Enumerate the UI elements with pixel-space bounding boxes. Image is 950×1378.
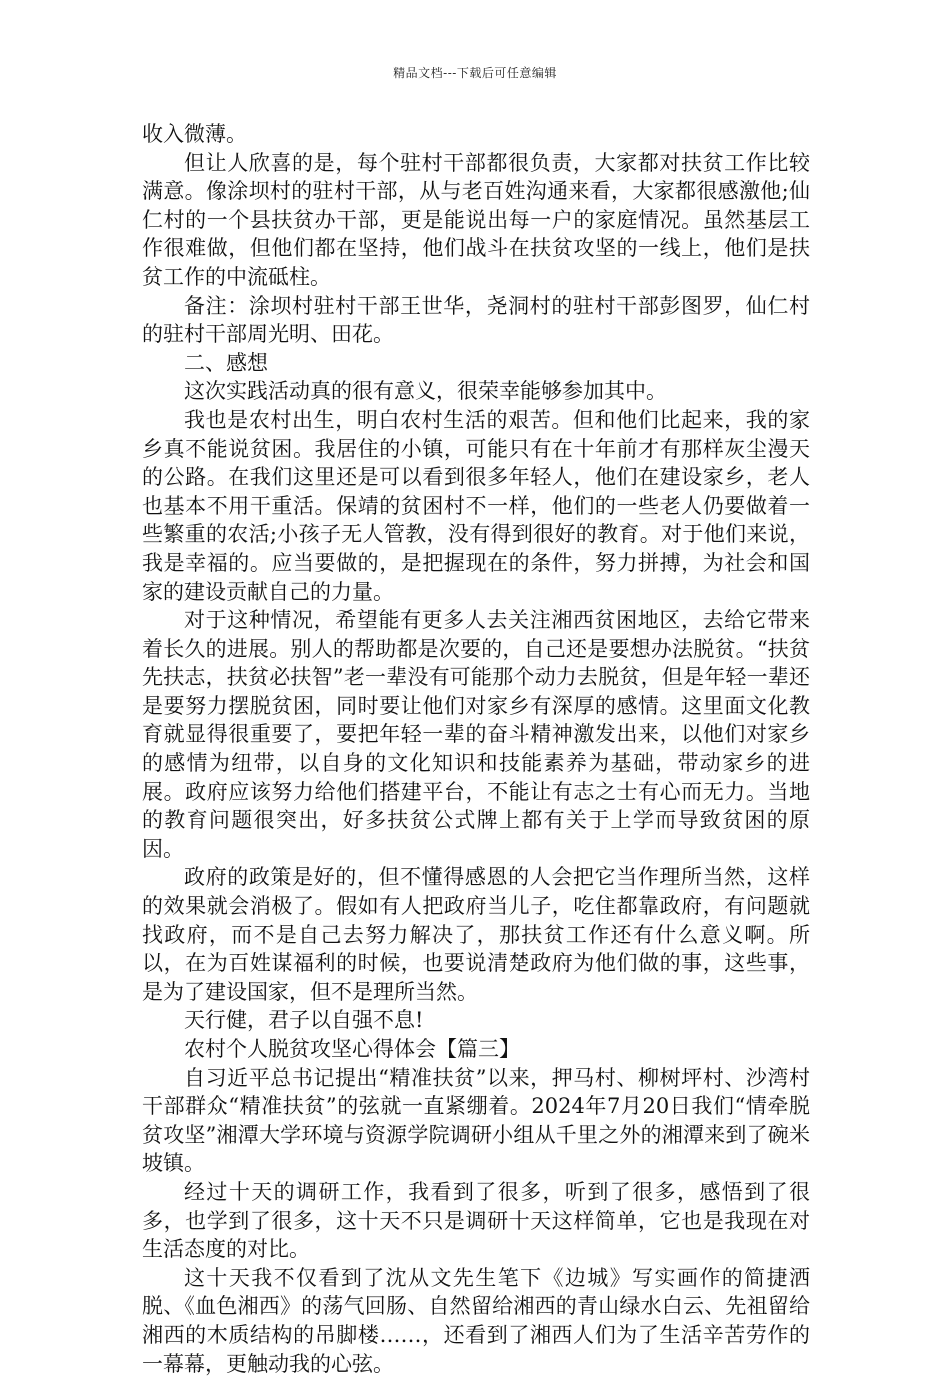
paragraph: 这十天我不仅看到了沈从文先生笔下《边城》写实画作的简捷洒脱、《血色湘西》的荡气回肠、自然留给湘西的青山绿水白云、先祖留给湘西的木质结构的吊脚楼……，还看到了湘西人们为了生活辛苦劳作的一幕幕，更触动我的心弦。 [142,1265,810,1376]
paragraph: 经过十天的调研工作，我看到了很多，听到了很多，感悟到了很多，也学到了很多，这十天不只是调研十天这样简单，它也是我现在对生活态度的对比。 [142,1179,810,1262]
section-title: 农村个人脱贫攻坚心得体会【篇三】 [184,1037,520,1061]
paragraph: 对于这种情况，希望能有更多人去关注湘西贫困地区，去给它带来着长久的进展。别人的帮助都是次要的，自己还是要想办法脱贫。“扶贫先扶志，扶贫必扶智”老一辈没有可能那个动力去脱贫，但是年轻一辈还是要努力摆脱贫困，同时要让他们对家乡有深厚的感情。这里面文化教育就显得很重要了，要把年轻一辈的奋斗精神激发出来，以他们对家乡的感情为纽带，以自身的文化知识和技能素养为基础，带动家乡的进展。政府应该努力给他们搭建平台，不能让有志之士有心而无力。当地的教育问题很突出，好多扶贫公式牌上都有关于上学而导致贫困的原因。 [142,608,810,861]
paragraph: 天行健，君子以自强不息! [184,1008,424,1033]
paragraph: 备注：涂坝村驻村干部王世华，尧洞村的驻村干部彭图罗，仙仁村的驻村干部周光明、田花。 [142,293,810,347]
document-body [142,120,810,1378]
paragraph: 自习近平总书记提出“精准扶贫”以来，押马村、柳树坪村、沙湾村干部群众“精准扶贫”的弦就一直紧绷着。2024年7月20日我们“情牵脱贫攻坚”湘潭大学环境与资源学院调研小组从千里之外的湘潭来到了碗米坡镇。 [142,1065,810,1176]
paragraph: 这次实践活动真的很有意义，很荣幸能够参加其中。 [184,379,667,404]
page-header: 精品文档---下载后可任意编辑 [393,66,557,80]
paragraph: 政府的政策是好的，但不懂得感恩的人会把它当作理所当然，这样的效果就会消极了。假如有人把政府当儿子，吃住都靠政府，有问题就找政府，而不是自己去努力解决了，那扶贫工作还有什么意义啊。所以，在为百姓谋福利的时候，也要说清楚政府为他们做的事，这些事，是为了建设国家，但不是理所当然。 [142,865,810,1004]
paragraph: 收入微薄。 [142,122,247,146]
section-heading: 二、感想 [184,350,268,375]
paragraph: 我也是农村出生，明白农村生活的艰苦。但和他们比起来，我的家乡真不能说贫困。我居住的小镇，可能只有在十年前才有那样灰尘漫天的公路。在我们这里还是可以看到很多年轻人，他们在建设家乡，老人也基本不用干重活。保靖的贫困村不一样，他们的一些老人仍要做着一些繁重的农活;小孩子无人管教，没有得到很好的教育。对于他们来说，我是幸福的。应当要做的，是把握现在的条件，努力拼搏，为社会和国家的建设贡献自己的力量。 [142,407,810,604]
paragraph: 但让人欣喜的是，每个驻村干部都很负责，大家都对扶贫工作比较满意。像涂坝村的驻村干部，从与老百姓沟通来看，大家都很感激他;仙仁村的一个县扶贫办干部，更是能说出每一户的家庭情况。虽然基层工作很难做，但他们都在坚持，他们战斗在扶贫攻坚的一线上，他们是扶贫工作的中流砥柱。 [142,150,810,289]
